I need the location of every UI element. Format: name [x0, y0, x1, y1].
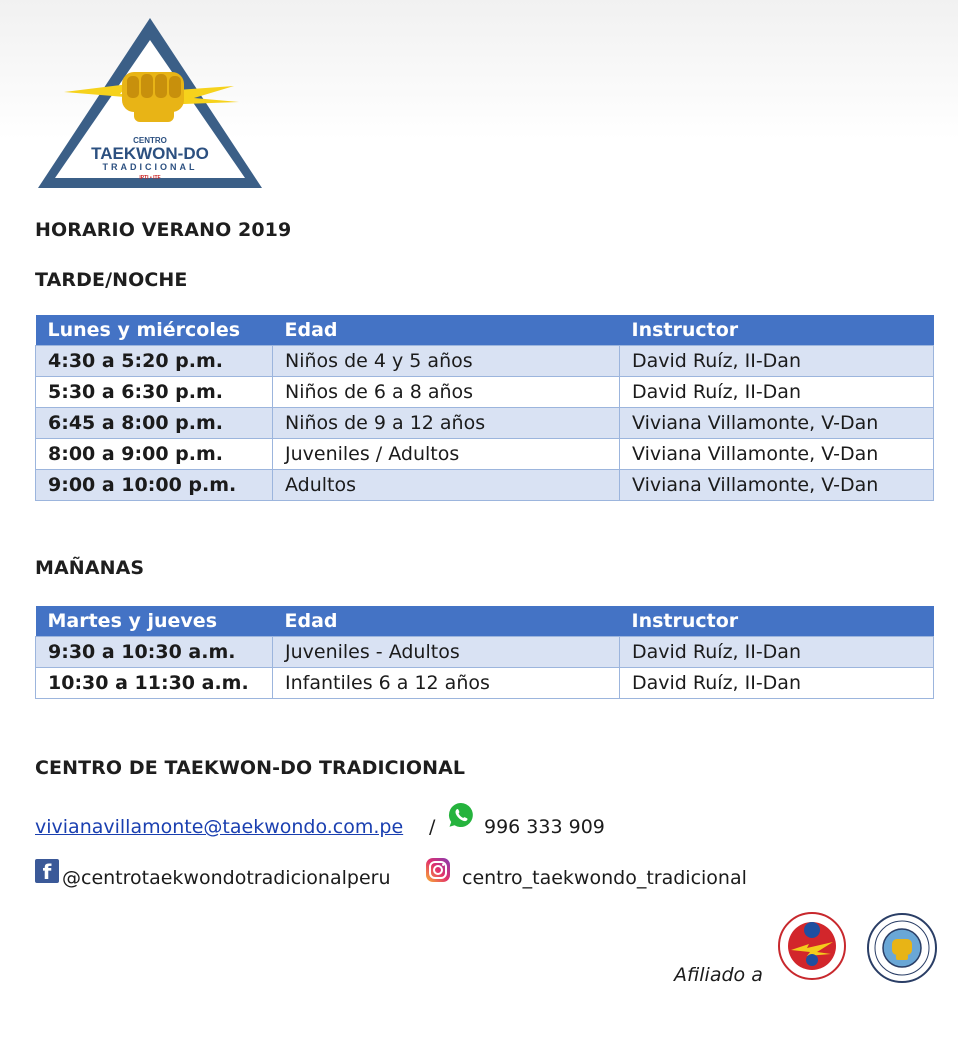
age-cell: Juveniles / Adultos — [273, 439, 620, 470]
facebook-handle: @centrotaekwondotradicionalperu — [62, 867, 391, 889]
evening-schedule-table — [35, 315, 934, 501]
time-cell: 9:00 a 10:00 p.m. — [36, 470, 273, 501]
age-cell: Infantiles 6 a 12 años — [273, 668, 620, 699]
logo-centro-text: CENTRO — [133, 136, 167, 145]
time-cell: 6:45 a 8:00 p.m. — [36, 408, 273, 439]
logo-ipti-itf-text: IPTI • ITF — [139, 175, 161, 181]
itf-badge-icon — [866, 912, 938, 984]
affiliation-label: Afiliado a — [674, 964, 763, 986]
age-cell: Niños de 4 y 5 años — [273, 346, 620, 377]
table-row — [36, 377, 934, 408]
contact-heading: CENTRO DE TAEKWON-DO TRADICIONAL — [35, 757, 466, 779]
logo-taekwondo-text: TAEKWON-DO — [91, 144, 209, 163]
instructor-cell: David Ruíz, II-Dan — [620, 346, 934, 377]
table-header-row — [36, 606, 934, 637]
header-day: Lunes y miércoles — [36, 315, 273, 346]
header-day: Martes y jueves — [36, 606, 273, 637]
logo-tradicional-text: TRADICIONAL — [102, 162, 198, 172]
instructor-cell: Viviana Villamonte, V-Dan — [620, 470, 934, 501]
instagram-icon[interactable] — [425, 857, 451, 883]
header-age: Edad — [273, 315, 620, 346]
phone-number: 996 333 909 — [484, 816, 605, 838]
instructor-cell: David Ruíz, II-Dan — [620, 668, 934, 699]
morning-schedule-table — [35, 606, 934, 699]
age-cell: Niños de 6 a 8 años — [273, 377, 620, 408]
ipti-badge-icon — [777, 910, 847, 982]
age-cell: Niños de 9 a 12 años — [273, 408, 620, 439]
time-cell: 5:30 a 6:30 p.m. — [36, 377, 273, 408]
time-cell: 9:30 a 10:30 a.m. — [36, 637, 273, 668]
instagram-handle: centro_taekwondo_tradicional — [462, 867, 747, 889]
table-header-row — [36, 315, 934, 346]
table-row — [36, 408, 934, 439]
table-row — [36, 439, 934, 470]
whatsapp-icon[interactable] — [447, 801, 475, 829]
schedule-title: HORARIO VERANO 2019 — [35, 219, 292, 241]
header-age: Edad — [273, 606, 620, 637]
header-instructor: Instructor — [620, 315, 934, 346]
contact-separator: / — [429, 816, 436, 838]
age-cell: Adultos — [273, 470, 620, 501]
evening-heading: TARDE/NOCHE — [35, 269, 188, 291]
age-cell: Juveniles - Adultos — [273, 637, 620, 668]
time-cell: 10:30 a 11:30 a.m. — [36, 668, 273, 699]
table-row — [36, 668, 934, 699]
instructor-cell: David Ruíz, II-Dan — [620, 377, 934, 408]
email-link[interactable]: vivianavillamonte@taekwondo.com.pe — [35, 816, 404, 838]
time-cell: 8:00 a 9:00 p.m. — [36, 439, 273, 470]
table-row — [36, 346, 934, 377]
morning-heading: MAÑANAS — [35, 557, 145, 579]
instructor-cell: David Ruíz, II-Dan — [620, 637, 934, 668]
centro-taekwondo-logo — [34, 14, 266, 192]
table-row — [36, 637, 934, 668]
instructor-cell: Viviana Villamonte, V-Dan — [620, 408, 934, 439]
instructor-cell: Viviana Villamonte, V-Dan — [620, 439, 934, 470]
table-row — [36, 470, 934, 501]
facebook-icon[interactable]: f — [35, 859, 59, 883]
header-instructor: Instructor — [620, 606, 934, 637]
time-cell: 4:30 a 5:20 p.m. — [36, 346, 273, 377]
